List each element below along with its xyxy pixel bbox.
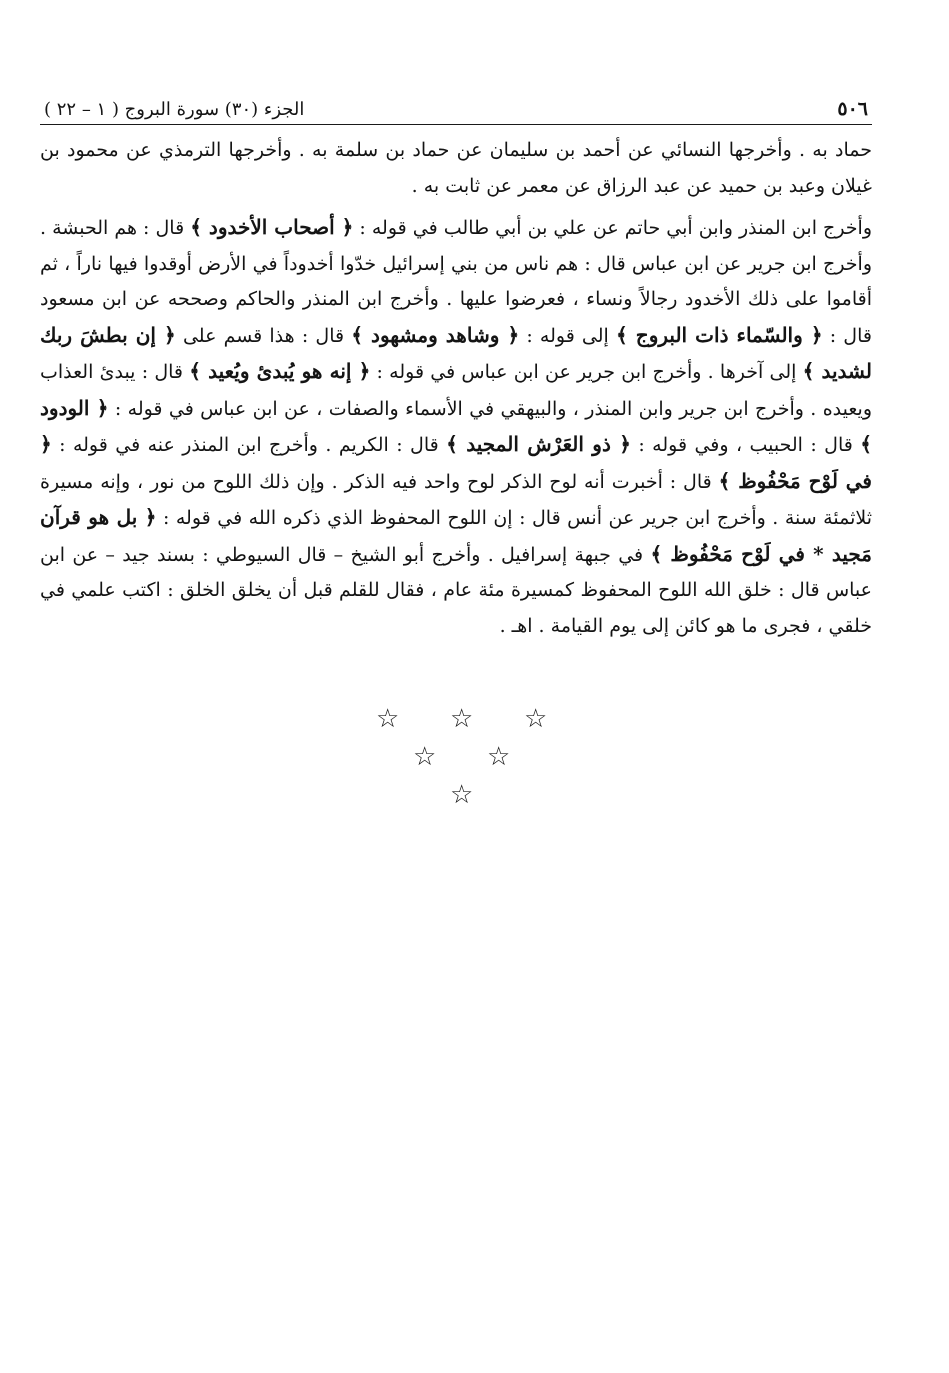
quran-quote: ﴿ إنه هو يُبدئ ويُعيد ﴾ bbox=[189, 359, 371, 383]
text-segment: حماد به . وأخرجها النسائي عن أحمد بن سليمان عن حماد بن سلمة به . وأخرجها الترمذي عن محمود بن غيلان وعبد بن حميد عن عبد الرزاق عن معمر عن ثابت به . bbox=[40, 139, 872, 197]
quran-quote: ﴿ الودود ﴾ bbox=[40, 395, 872, 456]
text-segment: قال : يبدئ العذاب ويعيده . وأخرج ابن جرير وابن المنذر ، والبيهقي في الأسماء والصفات ، عن ابن عباس في قوله : bbox=[40, 361, 873, 420]
star-outline-icon: ☆ bbox=[487, 742, 511, 772]
page-header bbox=[40, 90, 872, 125]
text-segment: قال : الحبيب ، وفي قوله : bbox=[630, 434, 861, 456]
star-outline-icon: ☆ bbox=[524, 704, 548, 734]
quran-quote: ﴿ بل هو قرآن مَجيد * في لَوْح مَحْفُوظ ﴾ bbox=[40, 505, 872, 566]
star-outline-icon: ☆ bbox=[413, 742, 437, 772]
star-outline-icon: ☆ bbox=[376, 704, 400, 734]
text-segment: إلى قوله : bbox=[519, 324, 616, 347]
text-segment: إلى آخرها . وأخرج ابن جرير عن ابن عباس في قوله : bbox=[370, 361, 803, 383]
text-segment: قال : أخبرت أنه لوح الذكر لوح واحد فيه الذكر . وإن ذلك اللوح من نور ، وإنه مسيرة ثلاثمئة سنة . وأخرج ابن جرير عن أنس قال : إن اللوح المحفوظ الذي ذكره الله في قوله : bbox=[40, 470, 872, 529]
quran-quote: ﴿ أصحاب الأخدود ﴾ bbox=[190, 215, 354, 239]
quran-quote: ﴿ إن بطشَ ربك لشديد ﴾ bbox=[40, 322, 872, 383]
book-page bbox=[40, 90, 872, 644]
quran-quote: ﴿ في لَوْح مَحْفُوظ ﴾ bbox=[40, 432, 872, 493]
quran-quote: ﴿ والسّماء ذات البروج ﴾ bbox=[616, 322, 823, 347]
star-outline-icon: ☆ bbox=[450, 704, 474, 734]
star-outline-icon: ☆ bbox=[450, 780, 474, 810]
quran-quote: ﴿ وشاهد ومشهود ﴾ bbox=[351, 322, 520, 347]
text-segment: في جبهة إسرافيل . وأخرج أبو الشيخ – قال السيوطي : بسند جيد – عن ابن عباس قال : خلق الله اللوح المحفوظ كمسيرة مئة عام ، فقال للقلم قبل أن يخلق الخلق : اكتب علمي في خلقي ، فجرى ما هو كائن إلى يوم القيامة . اهـ . bbox=[40, 543, 872, 637]
text-segment: وأخرج ابن المنذر وابن أبي حاتم عن علي بن أبي طالب في قوله : bbox=[353, 217, 872, 239]
page-number: ٥٠٦ bbox=[837, 98, 868, 120]
text-segment: قال : الكريم . وأخرج ابن المنذر عنه في قوله : bbox=[51, 434, 447, 456]
running-title: الجزء (٣٠) سورة البروج ( ١ – ٢٢ ) bbox=[44, 99, 305, 120]
body-text bbox=[40, 133, 872, 644]
text-segment: قال : هذا قسم على bbox=[175, 324, 352, 347]
section-separator bbox=[0, 700, 949, 810]
text-segment: قال : هم الحبشة . وأخرج ابن جرير عن ابن عباس قال : هم ناس من بني إسرائيل خدّوا أخدوداً في الأرض أوقدوا فيها ناراً ، ثم أقاموا على ذلك الأخدود رجالاً ونساء ، فعرضوا عليها . وأخرج ابن المنذر والحاكم وصححه عن ابن مسعود قال : bbox=[40, 217, 872, 347]
paragraph bbox=[40, 210, 872, 644]
quran-quote: ﴿ ذو العَرْش المجيد ﴾ bbox=[446, 432, 631, 456]
paragraph bbox=[40, 133, 872, 204]
